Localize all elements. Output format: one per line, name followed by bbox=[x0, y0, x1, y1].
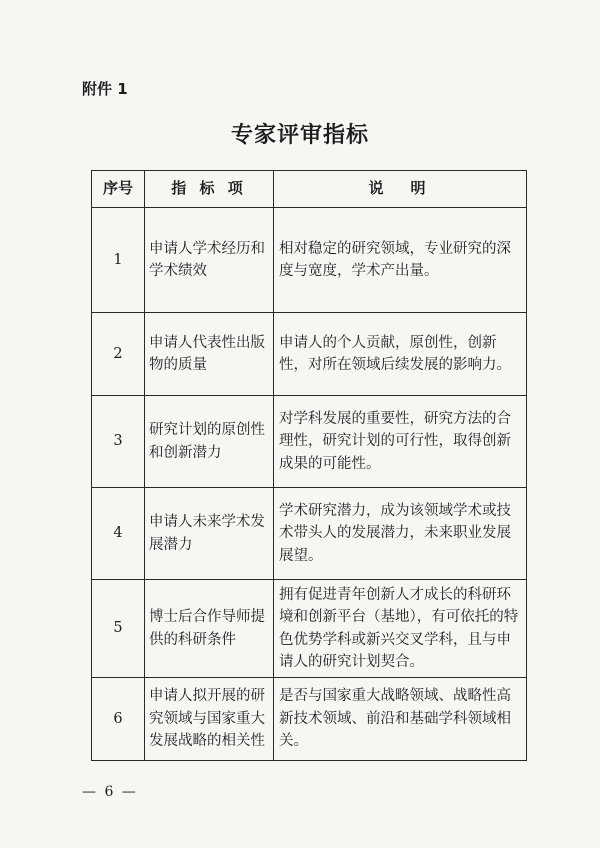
row-number: 5 bbox=[92, 580, 145, 678]
row-description: 对学科发展的重要性，研究方法的合理性，研究计划的可行性，取得创新成果的可能性。 bbox=[274, 396, 527, 488]
table-header-row bbox=[92, 171, 527, 208]
column-header-number: 序号 bbox=[92, 171, 145, 208]
row-number: 4 bbox=[92, 488, 145, 580]
table-row bbox=[92, 313, 527, 396]
row-item: 博士后合作导师提供的科研条件 bbox=[145, 580, 274, 678]
row-description: 相对稳定的研究领域，专业研究的深度与宽度，学术产出量。 bbox=[274, 208, 527, 313]
table-body bbox=[92, 208, 527, 761]
page-number: — 6 — bbox=[82, 784, 138, 800]
column-header-description: 说 明 bbox=[274, 171, 527, 208]
row-item: 研究计划的原创性和创新潜力 bbox=[145, 396, 274, 488]
row-item: 申请人学术经历和学术绩效 bbox=[145, 208, 274, 313]
criteria-table bbox=[91, 170, 527, 761]
row-description: 申请人的个人贡献，原创性，创新性，对所在领域后续发展的影响力。 bbox=[274, 313, 527, 396]
row-description: 是否与国家重大战略领域、战略性高新技术领域、前沿和基础学科领域相关。 bbox=[274, 678, 527, 761]
row-item: 申请人拟开展的研究领域与国家重大发展战略的相关性 bbox=[145, 678, 274, 761]
table-row bbox=[92, 488, 527, 580]
table-row bbox=[92, 208, 527, 313]
annex-label: 附件 1 bbox=[82, 80, 128, 98]
table-row bbox=[92, 678, 527, 761]
table-row bbox=[92, 580, 527, 678]
row-description: 学术研究潜力，成为该领域学术或技术带头人的发展潜力，未来职业发展展望。 bbox=[274, 488, 527, 580]
row-number: 6 bbox=[92, 678, 145, 761]
table-header bbox=[92, 171, 527, 208]
column-header-item: 指 标 项 bbox=[145, 171, 274, 208]
row-item: 申请人代表性出版物的质量 bbox=[145, 313, 274, 396]
row-number: 3 bbox=[92, 396, 145, 488]
page-title: 专家评审指标 bbox=[230, 122, 369, 148]
table-row bbox=[92, 396, 527, 488]
row-number: 1 bbox=[92, 208, 145, 313]
row-number: 2 bbox=[92, 313, 145, 396]
row-item: 申请人未来学术发展潜力 bbox=[145, 488, 274, 580]
row-description: 拥有促进青年创新人才成长的科研环境和创新平台（基地），有可依托的特色优势学科或新兴交叉学科，且与申请人的研究计划契合。 bbox=[274, 580, 527, 678]
